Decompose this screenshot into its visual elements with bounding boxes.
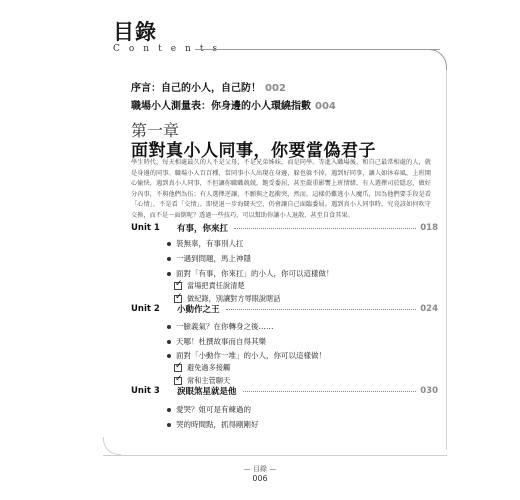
checkbox-icon	[174, 364, 182, 372]
bullet-item	[167, 336, 266, 347]
check-text: 做紀錄，別讓對方辱眼說瞎話	[187, 294, 281, 303]
chapter-label: 第一章	[131, 121, 180, 140]
bullet-dot-icon	[167, 257, 171, 261]
page-title: 目錄	[113, 20, 157, 44]
unit-heading[interactable]	[131, 221, 438, 235]
bullet-text: 天哪！杜撰故事而自得其樂	[176, 337, 266, 346]
bullet-item	[167, 268, 334, 279]
unit-title: 淚眼煞星就是他	[177, 387, 237, 397]
unit-title: 小動作之王	[177, 305, 220, 315]
bullet-text: 面對「小動作一堆」的小人，你可以這樣做！	[176, 351, 326, 360]
toc-entry-page: 004	[315, 101, 336, 112]
bullet-dot-icon	[167, 408, 171, 412]
toc-entry-preface[interactable]	[131, 79, 286, 94]
bullet-dot-icon	[167, 325, 171, 329]
unit-page: 018	[420, 223, 438, 233]
right-border	[446, 70, 447, 450]
unit-code: Unit 2	[131, 304, 160, 314]
dot-leader	[234, 228, 416, 229]
unit-title: 有事，你來扛	[177, 224, 229, 234]
checkbox-icon	[174, 282, 182, 290]
check-text: 避免過多接觸	[187, 363, 231, 372]
unit-heading[interactable]	[131, 384, 438, 398]
bullet-text: 哭的時間點，抓得剛剛好	[176, 420, 259, 429]
bullet-text: 面對「有事，你來扛」的小人，你可以這樣做！	[176, 269, 334, 278]
chapter-title: 面對真小人同事，你要當偽君子	[131, 141, 376, 161]
bullet-dot-icon	[167, 354, 171, 358]
check-text: 常和主管聊天	[187, 376, 231, 385]
dot-leader	[226, 309, 417, 310]
toc-entry-page: 002	[265, 83, 286, 94]
bullet-item	[167, 253, 251, 264]
bullet-text: 一臉義氣？在你轉身之後……	[176, 322, 274, 331]
toc-entry-survey[interactable]	[131, 97, 336, 112]
bullet-item	[167, 238, 244, 249]
page-subtitle: Contents	[113, 44, 227, 54]
chapter-intro: 學生時代，每天相處最久的人不是父母，不是兄弟姊妹，而是同學。等進入職場後，和自己最常相處的人，就是身邊的同事。職場小人百百種，當同事小人出現在身邊，躲也躲不掉，遇到好同事，讓人如沐春風，上班開心愉快，遇到真小人同事，不但讓你職職兢兢，飽受委屈，甚至嚴重影響上班情緒，有人選擇司於隱忍，做好分內事，不與他們為伍；有人選擇逆讓，不願與之起衝突，然而，這樣仍難逃小人魔爪，因為他們要手段是看「心情」，不是看「交情」。即使退一步海闊天空，仍會讓自己面臨委屈。遇到真小人同事時，究竟該如何吹守交換，而不是一面倒呢？透過一些技巧，可以幫助你讓小人退散，甚至自食其果。	[131, 159, 431, 219]
footer-page-number: 006	[252, 474, 268, 483]
bullet-item	[167, 350, 326, 361]
unit-code: Unit 1	[131, 223, 160, 233]
bullet-text: 一遇到問題，馬上神隱	[176, 254, 251, 263]
bullet-dot-icon	[167, 423, 171, 427]
check-text: 當場把責任說清楚	[187, 281, 245, 290]
bullet-dot-icon	[167, 340, 171, 344]
check-item	[174, 363, 230, 373]
header-rule	[195, 49, 440, 50]
bullet-item	[167, 419, 259, 430]
bottom-corner	[103, 437, 121, 455]
unit-heading[interactable]	[131, 302, 438, 316]
toc-entry-label: 序言：自己的小人，自己防！	[131, 83, 261, 94]
bullet-text: 愛哭？姐可是有練過的	[176, 405, 251, 414]
bullet-item	[167, 321, 274, 332]
unit-code: Unit 3	[131, 386, 160, 396]
unit-page: 024	[420, 304, 438, 314]
bullet-dot-icon	[167, 272, 171, 276]
bullet-dot-icon	[167, 242, 171, 246]
bullet-text: 裝無辜，有事別人扛	[176, 239, 244, 248]
dot-leader	[243, 391, 417, 392]
unit-page: 030	[420, 386, 438, 396]
bullet-item	[167, 404, 251, 415]
bottom-border	[103, 455, 447, 456]
check-item	[174, 281, 245, 291]
corner-curve	[425, 49, 447, 71]
footer-label: — 目錄 —	[243, 465, 277, 473]
toc-entry-label: 職場小人測量表：你身邊的小人環繞指數	[131, 101, 311, 112]
